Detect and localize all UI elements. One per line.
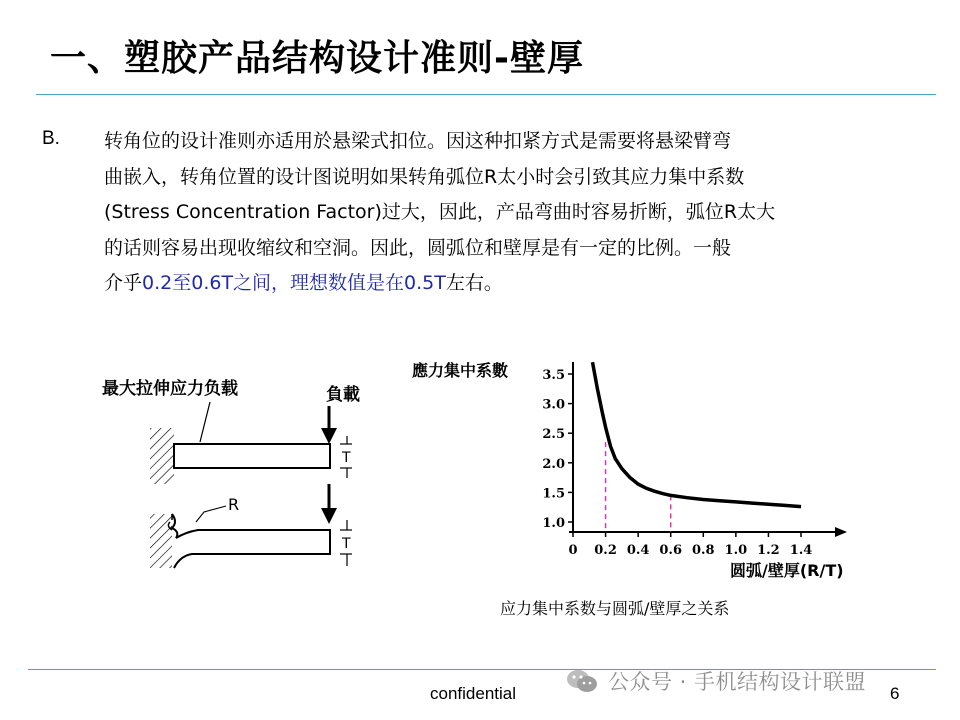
y-tick-label: 2.5 — [542, 427, 565, 443]
title-divider — [36, 94, 936, 95]
thickness-label-top: T — [342, 450, 351, 466]
x-tick-label: 1.4 — [789, 543, 813, 558]
y-tick-label: 1.5 — [542, 486, 565, 502]
body-paragraph — [104, 124, 924, 302]
y-tick-label: 3.5 — [542, 368, 565, 383]
y-tick-label: 2.0 — [542, 456, 565, 472]
radius-leader-line — [196, 506, 226, 522]
paragraph-line-5-prefix: 介乎 — [104, 272, 143, 294]
watermark — [566, 666, 866, 696]
y-tick-label: 1.0 — [542, 516, 565, 531]
bottom-beam-with-fillet — [172, 514, 330, 568]
page-number: 6 — [890, 684, 900, 703]
section-label: B. — [42, 128, 60, 149]
stress-leader-line — [200, 402, 210, 442]
thickness-label-bottom: T — [342, 536, 351, 552]
y-tick-label: 3.0 — [542, 397, 565, 413]
load-label: 負載 — [326, 385, 360, 405]
bottom-load-arrow-head — [321, 508, 337, 524]
radius-label: R — [228, 495, 240, 514]
paragraph-line-3: (Stress Concentration Factor)过大，因此，产品弯曲时容易折断，弧位R太大 — [104, 201, 776, 223]
paragraph-line-5 — [104, 266, 924, 302]
max-stress-label: 最大拉伸应力负载 — [102, 379, 238, 399]
x-axis-arrow — [835, 527, 847, 537]
x-tick-label: 0.2 — [594, 543, 617, 558]
chart-title: 應力集中系數 — [412, 361, 509, 380]
top-wall-hatch — [150, 428, 174, 484]
stress-curve — [593, 362, 802, 506]
stress-concentration-chart — [408, 354, 878, 624]
x-tick-label: 1.2 — [757, 543, 780, 558]
page-title: 一、塑胶产品结构设计准则-壁厚 — [50, 38, 584, 79]
top-beam — [174, 444, 330, 468]
confidential-label: confidential — [430, 684, 517, 703]
x-tick-label: 0.8 — [691, 543, 715, 558]
chart-caption: 应力集中系数与圆弧/壁厚之关系 — [500, 599, 730, 618]
wechat-icon — [566, 667, 598, 695]
x-axis-label: 圆弧/壁厚(R/T) — [730, 561, 844, 580]
x-tick-label: 1.0 — [724, 543, 748, 558]
x-tick-label: 0.6 — [659, 543, 683, 558]
paragraph-line-5-suffix: 左右。 — [445, 272, 503, 294]
cantilever-diagram — [100, 360, 380, 585]
paragraph-line-4: 的话则容易出现收缩纹和空洞。因此，圆弧位和壁厚是有一定的比例。一般 — [104, 236, 732, 259]
paragraph-line-1: 转角位的设计准则亦适用於悬梁式扣位。因这种扣紧方式是需要将悬梁臂弯 — [104, 130, 732, 152]
bottom-wall-hatch — [150, 514, 172, 568]
watermark-text: 公众号 · 手机结构设计联盟 — [608, 670, 867, 694]
paragraph-line-5-highlight: 0.2至0.6T之间，理想数值是在0.5T — [142, 272, 446, 294]
top-load-arrow-head — [321, 428, 337, 444]
x-tick-label: 0.4 — [626, 543, 650, 558]
paragraph-line-2: 曲嵌入，转角位置的设计图说明如果转角弧位R太小时会引致其应力集中系数 — [104, 165, 745, 188]
x-tick-label: 0 — [568, 543, 578, 558]
